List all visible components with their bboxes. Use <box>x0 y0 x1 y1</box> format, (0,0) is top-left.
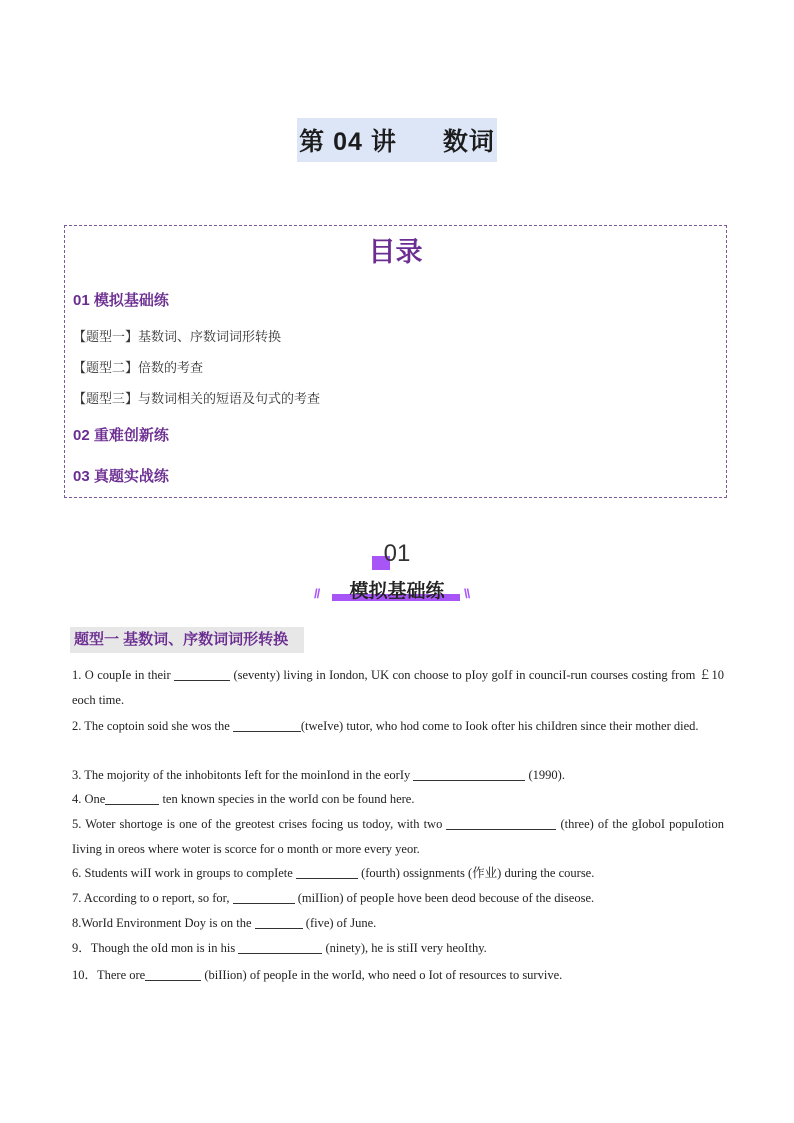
question-5: 5. Woter shortoge is one of the greotest crises focing us todoy, with two (three) of the gIoboI popuIotion Iiving in oreos where woter is scorce for o month or more every yeor. <box>72 817 724 856</box>
title-topic: 数词 <box>442 128 495 156</box>
question-3: 3. The mojority of the inhobitonts Ieft for the moinIond in the eorIy (1990). <box>72 768 565 782</box>
toc-subitem-1[interactable]: 【题型一】基数词、序数词词形转换 <box>73 330 282 345</box>
toc-section-3[interactable]: 03 真题实战练 <box>73 468 169 485</box>
right-slash-decoration: \\ <box>464 586 470 601</box>
left-slash-decoration: // <box>314 586 320 601</box>
question-8: 8.WorId Environment Doy is on the (five) of June. <box>72 916 377 930</box>
question-4: 4. One ten known species in the worId con be found here. <box>72 792 415 806</box>
answer-blank[interactable] <box>238 939 322 954</box>
toc-heading: 目录 <box>368 237 423 267</box>
answer-blank[interactable] <box>446 815 556 830</box>
answer-blank[interactable] <box>413 766 525 781</box>
answer-blank[interactable] <box>233 717 301 732</box>
question-1: 1. O coupIe in their (seventy) living in Iondon, UK con choose to pIoy goIf in counciI-run courses costing from ￡10 eoch time. <box>72 668 724 707</box>
question-10: 10．There ore (biIIion) of peopIe in the worId, who need o Iot of resources to survive. <box>72 968 563 982</box>
table-of-contents <box>64 225 727 498</box>
toc-section-2[interactable]: 02 重难创新练 <box>73 427 169 444</box>
section-number: 01 <box>383 540 411 567</box>
section-header <box>0 538 794 608</box>
answer-blank[interactable] <box>296 864 358 879</box>
answer-blank[interactable] <box>145 966 201 981</box>
question-7: 7. According to o report, so for, (miIIion) of peopIe hove been deod becouse of the diseose. <box>72 891 595 905</box>
toc-subitem-3[interactable]: 【题型三】与数词相关的短语及句式的考查 <box>73 392 321 407</box>
toc-section-1[interactable]: 01 模拟基础练 <box>73 292 169 309</box>
section-title: 模拟基础练 <box>349 581 445 602</box>
answer-blank[interactable] <box>105 790 159 805</box>
title-lesson: 第 04 讲 <box>299 128 397 156</box>
answer-blank[interactable] <box>233 889 295 904</box>
toc-subitem-2[interactable]: 【题型二】倍数的考查 <box>73 361 204 376</box>
answer-blank[interactable] <box>174 666 230 681</box>
question-type-heading: 题型一 基数词、序数词词形转换 <box>70 627 304 653</box>
question-2: 2. The coptoin soid she wos the (tweIve) tutor, who hod come to Iook ofter his chiIdren since their mother died. <box>72 719 699 733</box>
page-title-wrap <box>0 118 794 162</box>
answer-blank[interactable] <box>255 914 303 929</box>
page-title <box>297 118 497 162</box>
question-9: 9．Though the oId mon is in his (ninety), he is stiII very heoIthy. <box>72 941 487 955</box>
question-6: 6. Students wiII work in groups to compIete (fourth) ossignments (作业) during the course. <box>72 866 595 880</box>
